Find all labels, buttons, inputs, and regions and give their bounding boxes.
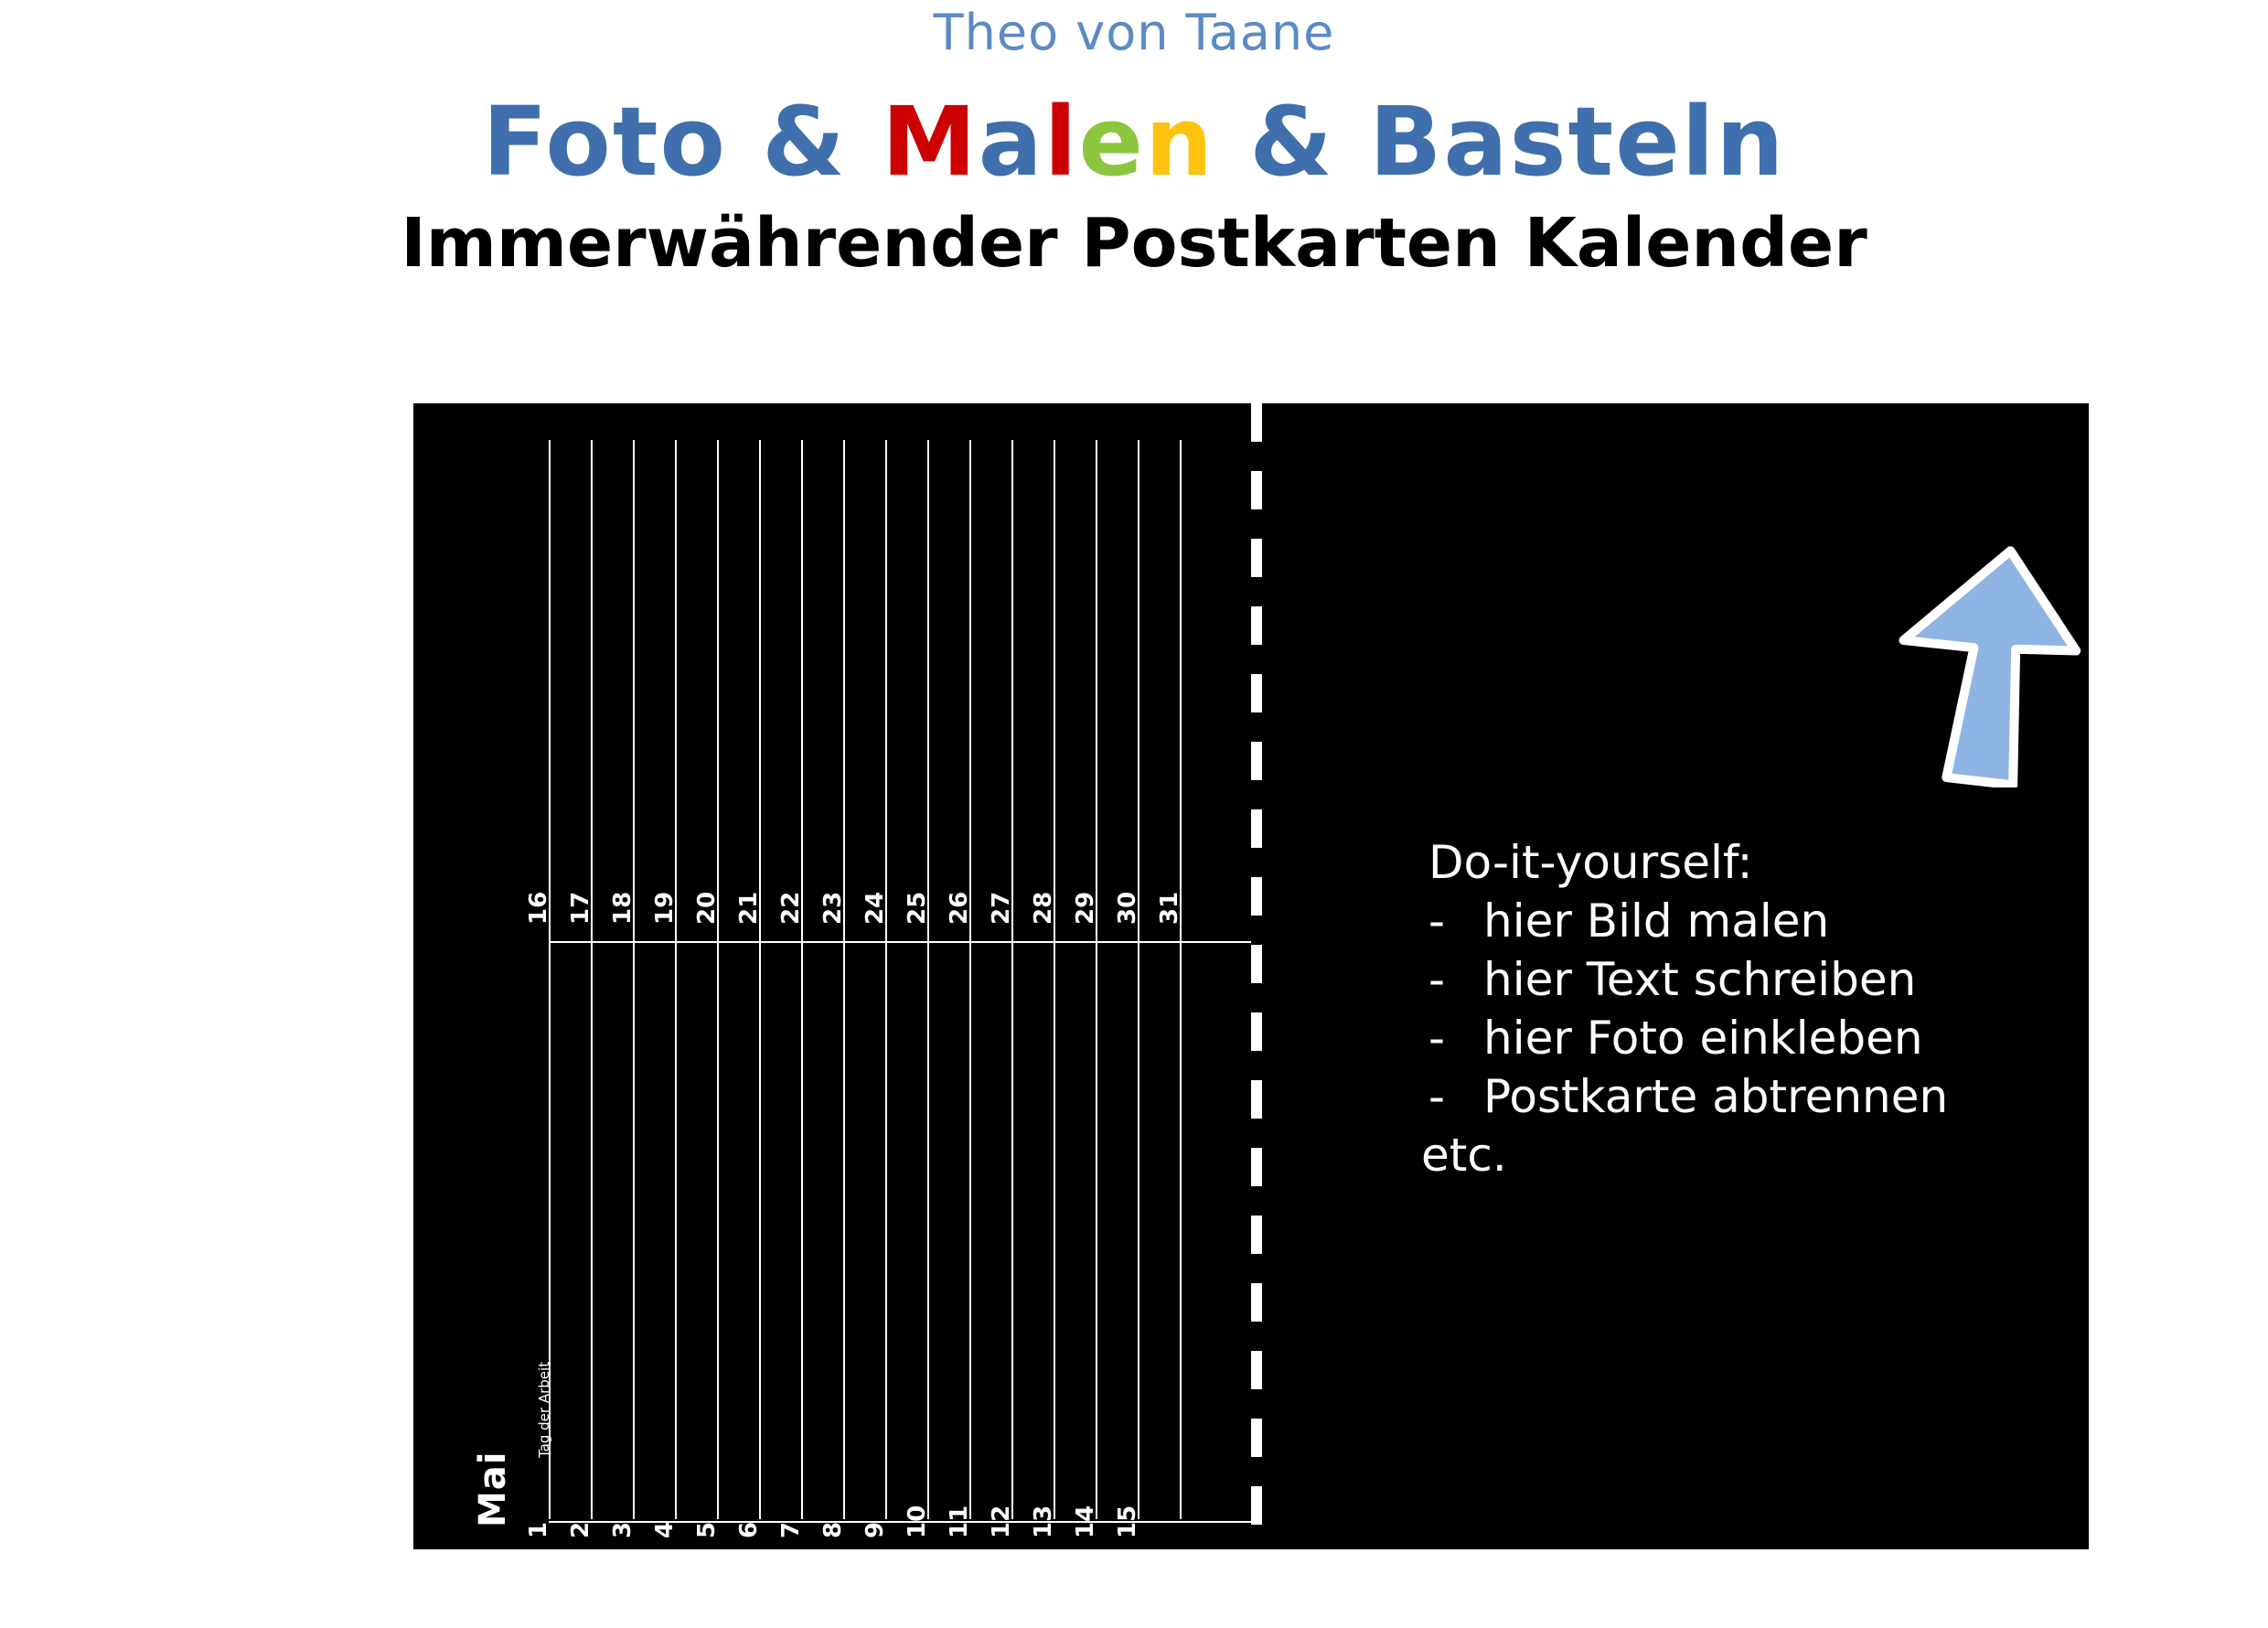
calendar-day-number: 23 <box>819 891 847 925</box>
calendar-column[interactable] <box>609 403 675 1549</box>
calendar-column[interactable] <box>693 403 759 1549</box>
column-rule <box>1011 440 1013 1519</box>
postcard-calendar-card <box>413 403 2089 1549</box>
calendar-column[interactable] <box>861 403 927 1549</box>
column-rule <box>885 440 887 1519</box>
diy-item-label: hier Bild malen <box>1483 894 1830 948</box>
column-rule <box>717 440 719 1519</box>
bullet-dash: - <box>1428 953 1446 1006</box>
calendar-day-number: 31 <box>1156 891 1183 925</box>
calendar-day-number: 26 <box>946 891 973 925</box>
column-rule <box>843 440 845 1519</box>
calendar-day-number: 20 <box>693 891 721 925</box>
up-arrow-icon <box>1884 541 2085 791</box>
calendar-day-number: 9 <box>861 1521 889 1538</box>
calendar-month-label: Mai <box>472 1451 514 1527</box>
calendar-day-number: 5 <box>693 1521 721 1538</box>
calendar-day-number: 25 <box>904 891 931 925</box>
title-part-1: M <box>882 85 979 198</box>
bullet-dash: - <box>1428 894 1446 948</box>
calendar-day-number: 24 <box>861 891 889 925</box>
calendar-day-number: 21 <box>735 891 763 925</box>
calendar-day-number: 6 <box>735 1521 763 1538</box>
calendar-day-number: 11 <box>946 1505 973 1538</box>
title-part-0: Foto & <box>482 85 883 198</box>
calendar-day-number: 3 <box>609 1521 637 1538</box>
calendar-day-number: 22 <box>777 891 805 925</box>
column-rule <box>969 440 971 1519</box>
bullet-dash: - <box>1428 1012 1446 1065</box>
column-rule <box>1180 440 1182 1519</box>
calendar-day-number: 12 <box>988 1505 1015 1538</box>
diy-item-1 <box>1428 950 1948 1009</box>
calendar-day-number: 17 <box>567 891 594 925</box>
column-rule <box>675 440 677 1519</box>
column-rule <box>1138 440 1139 1519</box>
diy-item-0 <box>1428 892 1948 950</box>
calendar-column[interactable] <box>819 403 885 1549</box>
column-rule <box>1096 440 1097 1519</box>
column-rule <box>927 440 929 1519</box>
title-part-4: e <box>1078 85 1145 198</box>
calendar-panel <box>413 403 1251 1549</box>
calendar-day-number: 7 <box>777 1521 805 1538</box>
column-rule <box>549 440 551 1519</box>
calendar-day-number: 4 <box>651 1521 679 1538</box>
page-subtitle: Immerwährender Postkarten Kalender <box>401 203 1867 283</box>
page-title <box>0 85 2268 198</box>
calendar-day-number: 10 <box>904 1505 931 1538</box>
calendar-column[interactable] <box>904 403 969 1549</box>
calendar-day-number: 27 <box>988 891 1015 925</box>
calendar-day-number: 29 <box>1072 891 1099 925</box>
column-rule <box>633 440 635 1519</box>
calendar-day-number: 15 <box>1114 1505 1141 1538</box>
bullet-dash: - <box>1428 1070 1446 1123</box>
diy-item-label: Postkarte abtrennen <box>1483 1070 1949 1123</box>
calendar-day-number: 18 <box>609 891 637 925</box>
title-part-3: l <box>1043 85 1079 198</box>
calendar-column[interactable] <box>735 403 801 1549</box>
calendar-day-number: 16 <box>525 891 552 925</box>
calendar-day-number: 28 <box>1030 891 1057 925</box>
title-part-6: & Basteln <box>1214 85 1786 198</box>
calendar-day-number: 30 <box>1114 891 1141 925</box>
calendar-column[interactable] <box>1072 403 1138 1549</box>
calendar-column[interactable] <box>567 403 633 1549</box>
calendar-day-number: 2 <box>567 1521 594 1538</box>
calendar-columns <box>525 403 1251 1549</box>
author-name: Theo von Taane <box>933 4 1335 61</box>
calendar-day-number: 19 <box>651 891 679 925</box>
diy-item-label: hier Text schreiben <box>1483 953 1917 1006</box>
calendar-column[interactable] <box>1114 403 1180 1549</box>
diy-item-3 <box>1428 1067 1948 1126</box>
title-part-2: a <box>978 85 1044 198</box>
calendar-day-number: 1 <box>525 1521 552 1538</box>
calendar-day-note: Tag der Arbeit <box>536 1361 552 1458</box>
diy-heading: Do-it-yourself: <box>1428 836 1753 889</box>
column-rule <box>591 440 593 1519</box>
calendar-day-number: 14 <box>1072 1505 1099 1538</box>
diy-item-2 <box>1428 1009 1948 1067</box>
diy-etc: etc. <box>1421 1129 1507 1182</box>
calendar-column[interactable] <box>525 403 591 1549</box>
column-rule <box>759 440 761 1519</box>
column-rule <box>801 440 803 1519</box>
title-part-5: n <box>1145 85 1215 198</box>
calendar-column[interactable] <box>1156 403 1222 1549</box>
diy-instructions <box>1421 833 1949 1184</box>
diy-panel <box>1262 403 2089 1549</box>
diy-item-label: hier Foto einkleben <box>1483 1012 1923 1065</box>
calendar-column[interactable] <box>651 403 717 1549</box>
column-rule <box>1054 440 1055 1519</box>
calendar-column[interactable] <box>1030 403 1096 1549</box>
perforation-fold-line <box>1251 403 1262 1549</box>
calendar-day-number: 8 <box>819 1521 847 1538</box>
calendar-column[interactable] <box>988 403 1054 1549</box>
calendar-column[interactable] <box>946 403 1011 1549</box>
calendar-day-number: 13 <box>1030 1505 1057 1538</box>
calendar-column[interactable] <box>777 403 843 1549</box>
